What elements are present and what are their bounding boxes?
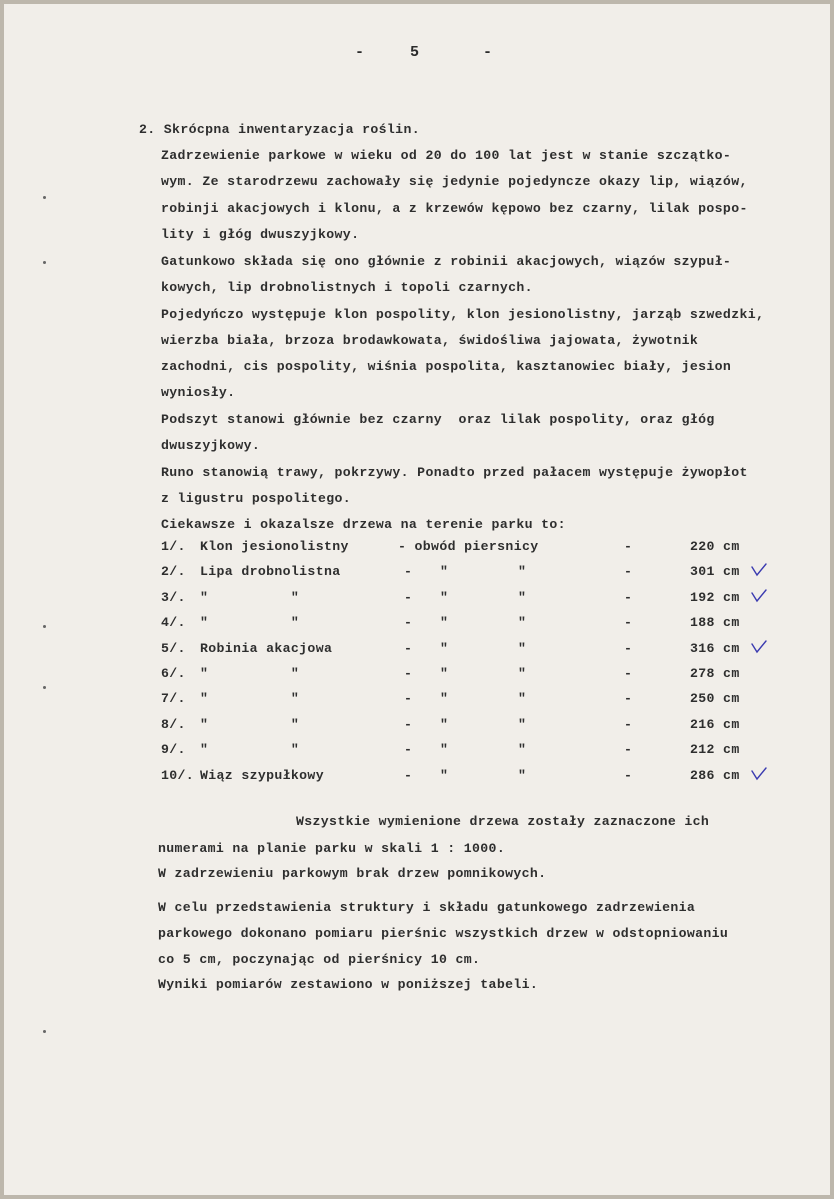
tree-measure-label: - obwód piersnicy (398, 539, 539, 554)
intro-line: kowych, lip drobnolistnych i topoli czarnych. (161, 280, 533, 295)
tree-girth-value: 250 cm (690, 691, 740, 706)
tree-number: 5/. (161, 641, 186, 656)
check-mark-icon (750, 588, 768, 604)
tree-name: " " (200, 666, 300, 681)
margin-dot (43, 1030, 46, 1033)
tree-ditto: " (440, 615, 449, 630)
tree-dash: - (624, 768, 633, 783)
intro-line: Podszyt stanowi głównie bez czarny oraz lilak pospolity, oraz głóg (161, 412, 715, 427)
tree-name: " " (200, 691, 300, 706)
tree-girth-value: 188 cm (690, 615, 740, 630)
tree-name: Lipa drobnolistna (200, 564, 341, 579)
tree-number: 9/. (161, 742, 186, 757)
tree-dash: - (624, 717, 633, 732)
check-mark-icon (750, 562, 768, 578)
tree-girth-value: 316 cm (690, 641, 740, 656)
tree-dash: - (404, 615, 413, 630)
tree-number: 8/. (161, 717, 186, 732)
outro-line: Wyniki pomiarów zestawiono w poniższej tabeli. (158, 977, 539, 992)
outro-line: W celu przedstawienia struktury i składu gatunkowego zadrzewienia (158, 900, 696, 915)
tree-name: " " (200, 615, 300, 630)
tree-number: 1/. (161, 539, 186, 554)
tree-dash: - (624, 615, 633, 630)
tree-ditto: " (518, 590, 527, 605)
tree-name: Wiąz szypułkowy (200, 768, 324, 783)
tree-number: 6/. (161, 666, 186, 681)
check-mark-icon (750, 766, 768, 782)
tree-name: Klon jesionolistny (200, 539, 349, 554)
intro-line: Runo stanowią trawy, pokrzywy. Ponadto przed pałacem występuje żywopłot (161, 465, 748, 480)
tree-ditto: " (518, 615, 527, 630)
tree-dash: - (404, 641, 413, 656)
margin-dot (43, 625, 46, 628)
intro-line: z ligustru pospolitego. (161, 491, 352, 506)
tree-dash: - (624, 564, 633, 579)
intro-line: wyniosły. (161, 385, 236, 400)
tree-ditto: " (440, 717, 449, 732)
tree-dash: - (404, 717, 413, 732)
tree-girth-value: 220 cm (690, 539, 740, 554)
intro-line: lity i głóg dwuszyjkowy. (161, 227, 360, 242)
tree-ditto: " (518, 641, 527, 656)
tree-ditto: " (440, 691, 449, 706)
tree-ditto: " (440, 641, 449, 656)
tree-ditto: " (440, 742, 449, 757)
page-number: 5 (410, 44, 420, 61)
tree-number: 10/. (161, 768, 195, 783)
tree-dash: - (624, 691, 633, 706)
tree-number: 2/. (161, 564, 186, 579)
outro-line: numerami na planie parku w skali 1 : 1000. (158, 841, 506, 856)
tree-dash: - (404, 666, 413, 681)
tree-girth-value: 286 cm (690, 768, 740, 783)
tree-ditto: " (518, 564, 527, 579)
intro-line: wym. Ze starodrzewu zachowały się jedynie pojedyncze okazy lip, wiązów, (161, 174, 748, 189)
tree-ditto: " (518, 691, 527, 706)
tree-girth-value: 278 cm (690, 666, 740, 681)
margin-dot (43, 686, 46, 689)
page-number-dash-right: - (483, 44, 493, 61)
tree-dash: - (624, 666, 633, 681)
intro-line: Ciekawsze i okazalsze drzewa na terenie parku to: (161, 517, 566, 532)
tree-ditto: " (518, 666, 527, 681)
tree-dash: - (404, 590, 413, 605)
tree-dash: - (624, 590, 633, 605)
tree-dash: - (404, 691, 413, 706)
tree-dash: - (404, 564, 413, 579)
tree-girth-value: 212 cm (690, 742, 740, 757)
margin-dot (43, 261, 46, 264)
outro-line: Wszystkie wymienione drzewa zostały zaznaczone ich (296, 814, 710, 829)
outro-line: parkowego dokonano pomiaru pierśnic wszystkich drzew w odstopniowaniu (158, 926, 729, 941)
tree-dash: - (624, 641, 633, 656)
tree-ditto: " (518, 742, 527, 757)
intro-line: Zadrzewienie parkowe w wieku od 20 do 100 lat jest w stanie szczątko- (161, 148, 732, 163)
tree-ditto: " (440, 590, 449, 605)
tree-dash: - (624, 539, 633, 554)
intro-line: robinji akacjowych i klonu, a z krzewów kępowo bez czarny, lilak pospo- (161, 201, 748, 216)
outro-line: W zadrzewieniu parkowym brak drzew pomnikowych. (158, 866, 547, 881)
tree-number: 3/. (161, 590, 186, 605)
intro-line: wierzba biała, brzoza brodawkowata, świdośliwa jajowata, żywotnik (161, 333, 699, 348)
tree-number: 4/. (161, 615, 186, 630)
margin-dot (43, 196, 46, 199)
tree-ditto: " (518, 768, 527, 783)
tree-ditto: " (440, 666, 449, 681)
tree-number: 7/. (161, 691, 186, 706)
intro-line: Gatunkowo składa się ono głównie z robinii akacjowych, wiązów szypuł- (161, 254, 732, 269)
tree-ditto: " (518, 717, 527, 732)
tree-name: " " (200, 717, 300, 732)
tree-dash: - (404, 742, 413, 757)
intro-line: Pojedyńczo występuje klon pospolity, klon jesionolistny, jarząb szwedzki, (161, 307, 765, 322)
tree-girth-value: 192 cm (690, 590, 740, 605)
tree-ditto: " (440, 564, 449, 579)
tree-ditto: " (440, 768, 449, 783)
tree-name: Robinia akacjowa (200, 641, 333, 656)
tree-girth-value: 301 cm (690, 564, 740, 579)
intro-line: zachodni, cis pospolity, wiśnia pospolita, kasztanowiec biały, jesion (161, 359, 732, 374)
tree-dash: - (624, 742, 633, 757)
page-number-dash-left: - (355, 44, 365, 61)
tree-dash: - (404, 768, 413, 783)
intro-line: dwuszyjkowy. (161, 438, 261, 453)
tree-girth-value: 216 cm (690, 717, 740, 732)
tree-name: " " (200, 742, 300, 757)
section-heading: 2. Skrócpna inwentaryzacja roślin. (139, 122, 420, 137)
check-mark-icon (750, 639, 768, 655)
outro-line: co 5 cm, poczynając od pierśnicy 10 cm. (158, 952, 481, 967)
tree-name: " " (200, 590, 300, 605)
